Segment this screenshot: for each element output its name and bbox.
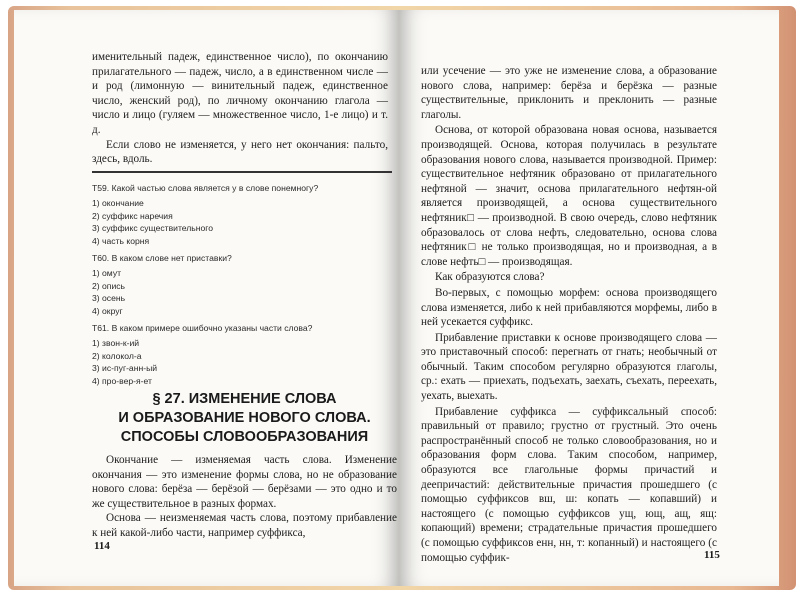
right-text (421, 64, 717, 566)
left-paragraph-ending: Окончание — изменяемая часть слова. Изменение окончания — это изменение формы слова, но не образование нового слова: берёза — берёзой — берёзами — это одно и то же существительное в разных формах. (92, 454, 397, 510)
exercise-t59 (92, 182, 382, 247)
right-paragraph-3: Как образуются слова? (435, 271, 545, 284)
exercise-option: 2) колокол-а (92, 350, 142, 361)
exercise-option: 1) окончание (92, 198, 144, 209)
exercise-option: 1) омут (92, 268, 122, 279)
page-number-left: 114 (94, 540, 110, 552)
section-heading (92, 390, 397, 447)
heading-line: СПОСОБЫ СЛОВООБРАЗОВАНИЯ (120, 429, 369, 445)
exercise-option: 4) про-вер-я-ет (92, 375, 152, 386)
exercise-option: 4) часть корня (92, 235, 150, 246)
heading-line: § 27. ИЗМЕНЕНИЕ СЛОВА (152, 391, 337, 407)
exercise-t60 (92, 252, 382, 317)
left-bottom-text (92, 453, 397, 541)
exercise-question: Т60. В каком слове нет приставки? (92, 253, 232, 263)
exercise-option: 1) звон-к-ий (92, 338, 140, 349)
exercise-option: 3) суффикс существительного (92, 223, 214, 234)
section-divider (92, 171, 392, 173)
exercise-option: 3) осень (92, 293, 126, 304)
exercise-option: 4) округ (92, 305, 123, 316)
right-page (399, 10, 779, 586)
left-top-text (92, 50, 388, 167)
right-paragraph-4: Во-первых, с помощью морфем: основа производящего слова изменяется, либо к ней прибавляются морфемы, либо в ней усекается суффикс. (421, 286, 717, 329)
left-paragraph-stem: Основа — неизменяемая часть слова, поэтому прибавление к ней какой-либо части, например суффикса, (92, 512, 397, 539)
right-paragraph-2: Основа, от которой образована новая основа, называется производящей. Основа, которая получилась в результате образования нового слова, называется производной. Пример: существительное нефтяник образовано от прилагательного нефтяной — значит, основа прилагательного нефтян-ой является производящей, а основа существительного нефтяник□ — производной. В свою очередь, слово нефтяник образовалось от слова нефть, следовательно, основа слова нефтяник□ не только производящая, но и производная, а в слове нефть□ — производящая. (421, 124, 717, 268)
right-paragraph-1: или усечение — это уже не изменение слова, а образование нового слова, например: берёза и берёзка — разные существительные, приклонить и преклонить — разные глаголы. (421, 65, 717, 121)
exercise-option: 2) опись (92, 280, 126, 291)
exercise-t61 (92, 322, 382, 387)
right-paragraph-5: Прибавление приставки к основе производящего слова — это приставочный способ: перегнать от гнать; необычный от обычный. Таким способом регулярно образуются глаголы, ср.: ехать — приехать, подъехать, заехать, съехать, переехать, уехать, выехать. (421, 331, 717, 403)
page-number-right: 115 (704, 549, 720, 561)
exercise-option: 2) суффикс наречия (92, 210, 173, 221)
heading-line: И ОБРАЗОВАНИЕ НОВОГО СЛОВА. (118, 410, 371, 426)
exercise-question: Т61. В каком примере ошибочно указаны части слова? (92, 323, 313, 333)
left-page (14, 10, 399, 586)
exercise-option: 3) ис-пуг-анн-ый (92, 363, 158, 374)
left-paragraph-1: именительный падеж, единственное число), по окончанию прилагательного — падеж, число, а в единственном числе — и род (лимонную — винительный падеж, единственное число, женский род), по личному окончанию глагола — число и лицо (гуляем — множественное число, 1-е лицо) и т. д. (92, 51, 388, 136)
right-paragraph-6: Прибавление суффикса — суффиксальный способ: правильный от правило; грустно от грустный. Это очень распространённый способ не только словообразования, но и образования форм слова. Таким способом, например, образуются все глагольные формы причастий и деепричастий: действительные причастия прошедшего (с помощью суффиксов вш, ш: копать — копавший) и настоящего (с помощью суффиксов ущ, ющ, ащ, ящ: копающий) времени; страдательные причастия прошедшего (с помощью суффиксов енн, нн, т: копанный) и настоящего (с помощью суффик- (421, 405, 717, 564)
exercise-question: Т59. Какой частью слова является у в слове понемногу? (92, 183, 319, 193)
left-paragraph-2: Если слово не изменяется, у него нет окончания: пальто, здесь, вдоль. (92, 138, 388, 166)
